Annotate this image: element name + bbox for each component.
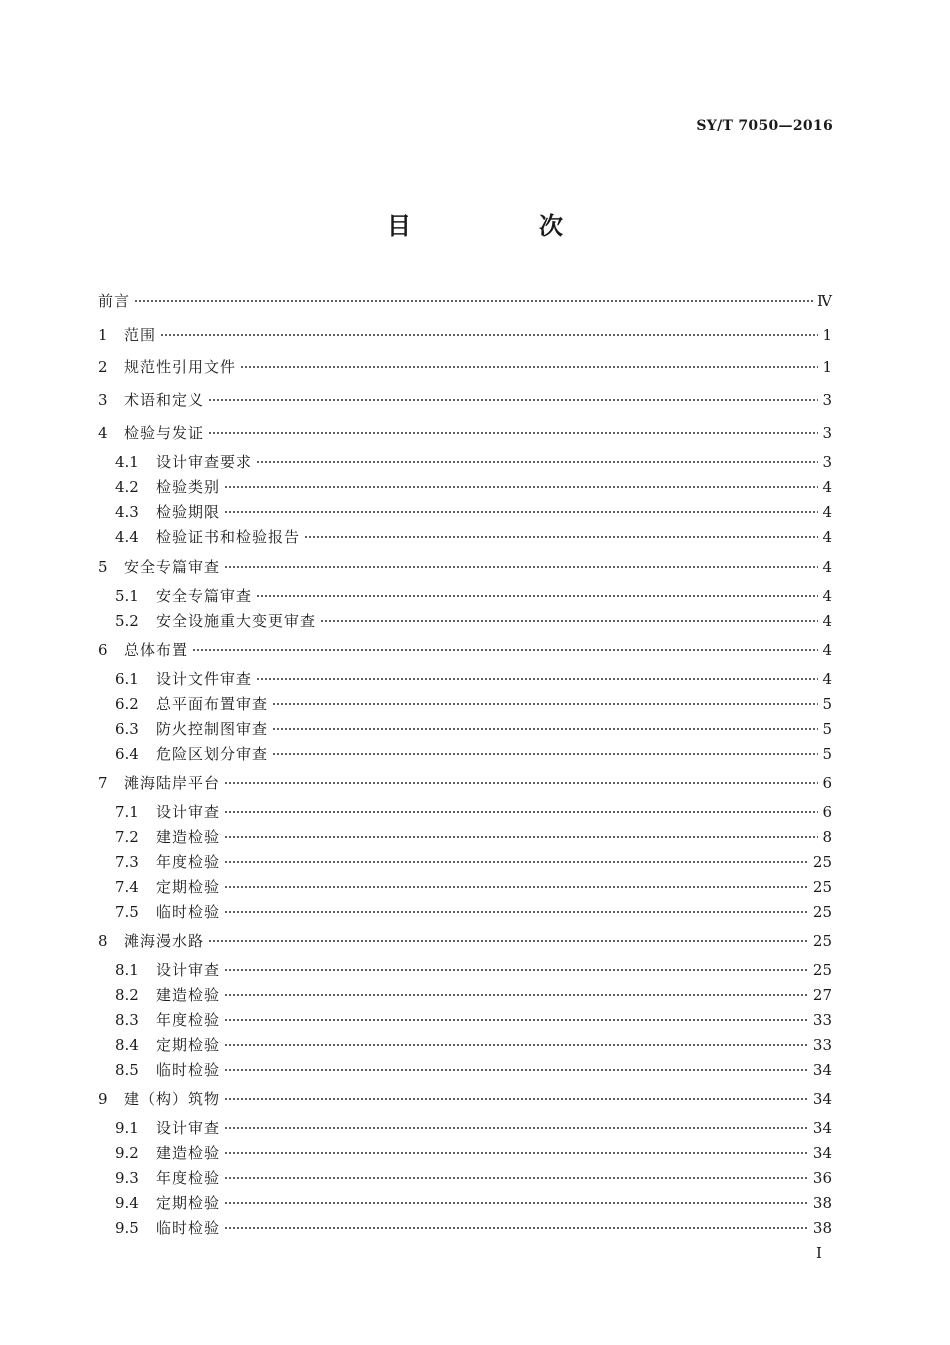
dot-leader (224, 1019, 809, 1021)
toc-entry-label: 设计审查 (156, 803, 221, 821)
toc-entry-number: 6.4 (115, 745, 139, 763)
toc-entry-number: 6.2 (115, 695, 139, 713)
toc-entry-page: 6 (822, 803, 832, 821)
dot-leader (224, 782, 818, 784)
toc-entry-label: 临时检验 (156, 1219, 221, 1237)
dot-leader (272, 753, 818, 755)
toc-entry[interactable] (98, 1034, 832, 1056)
toc-entry[interactable] (98, 501, 832, 523)
toc-entry-number: 4 (98, 424, 108, 442)
toc-entry-label: 滩海陆岸平台 (124, 774, 221, 792)
toc-entry-number: 9.3 (115, 1169, 139, 1187)
toc-entry-number: 7.4 (115, 878, 139, 896)
toc-entry-number: 8.1 (115, 961, 139, 979)
toc-entry-number: 6 (98, 641, 108, 659)
toc-entry-number: 6.3 (115, 720, 139, 738)
dot-leader (224, 1069, 809, 1071)
dot-leader (256, 678, 818, 680)
dot-leader (224, 969, 809, 971)
toc-entry-number: 8 (98, 932, 108, 950)
toc-entry[interactable] (98, 1142, 832, 1164)
toc-entry[interactable] (98, 1059, 832, 1081)
toc-entry-number: 9.5 (115, 1219, 139, 1237)
dot-leader (208, 940, 809, 942)
dot-leader (272, 728, 818, 730)
toc-entry[interactable] (98, 324, 832, 346)
toc-entry-page: 1 (822, 358, 832, 376)
toc-entry-page: 3 (822, 453, 832, 471)
toc-entry-page: 33 (812, 1036, 832, 1054)
dot-leader (272, 703, 818, 705)
toc-entry[interactable] (98, 356, 832, 378)
toc-entry-label: 总体布置 (124, 641, 189, 659)
dot-leader (320, 620, 818, 622)
dot-leader (224, 911, 809, 913)
toc-entry-page: 4 (822, 612, 832, 630)
toc-entry-label: 年度检验 (156, 1169, 221, 1187)
toc-entry[interactable] (98, 930, 832, 952)
toc-entry[interactable] (98, 743, 832, 765)
toc-entry-label: 建造检验 (156, 828, 221, 846)
toc-entry[interactable] (98, 1217, 832, 1239)
toc-entry-page: 5 (822, 695, 832, 713)
toc-entry-page: 25 (812, 932, 832, 950)
toc-entry[interactable] (98, 639, 832, 661)
toc-entry-number: 3 (98, 391, 108, 409)
dot-leader (224, 511, 818, 513)
toc-entry-number: 7.1 (115, 803, 139, 821)
toc-entry[interactable] (98, 610, 832, 632)
page-number: I (816, 1244, 822, 1262)
dot-leader (240, 366, 818, 368)
toc-entry[interactable] (98, 290, 832, 312)
toc-entry-number: 4.1 (115, 453, 139, 471)
dot-leader (224, 486, 818, 488)
toc-entry-page: 4 (822, 503, 832, 521)
dot-leader (160, 334, 818, 336)
dot-leader (224, 566, 818, 568)
toc-entry[interactable] (98, 389, 832, 411)
dot-leader (224, 1152, 809, 1154)
toc-entry-page: 4 (822, 670, 832, 688)
toc-entry-number: 5.2 (115, 612, 139, 630)
toc-entry-label: 范围 (124, 326, 157, 344)
dot-leader (224, 836, 818, 838)
toc-entry-number: 2 (98, 358, 108, 376)
toc-entry-label: 安全设施重大变更审查 (156, 612, 317, 630)
toc-entry-label: 前言 (98, 292, 131, 310)
dot-leader (224, 886, 809, 888)
toc-entry-page: 25 (812, 903, 832, 921)
toc-entry-page: 34 (812, 1119, 832, 1137)
toc-entry-label: 检验与发证 (124, 424, 205, 442)
toc-entry-label: 防火控制图审查 (156, 720, 269, 738)
toc-entry-page: 34 (812, 1090, 832, 1108)
toc-entry-page: 33 (812, 1011, 832, 1029)
toc-entry-label: 术语和定义 (124, 391, 205, 409)
toc-entry-page: 3 (822, 391, 832, 409)
toc-entry-label: 检验证书和检验报告 (156, 528, 301, 546)
toc-entry-label: 设计审查要求 (156, 453, 253, 471)
toc-entry-label: 安全专篇审查 (124, 558, 221, 576)
toc-entry-label: 建造检验 (156, 1144, 221, 1162)
toc-entry[interactable] (98, 772, 832, 794)
toc-entry-page: 25 (812, 961, 832, 979)
toc-entry-page: 4 (822, 478, 832, 496)
dot-leader (134, 300, 813, 302)
toc-entry-page: 25 (812, 853, 832, 871)
dot-leader (208, 432, 818, 434)
dot-leader (224, 1202, 809, 1204)
toc-entry-number: 6.1 (115, 670, 139, 688)
toc-entry-number: 5 (98, 558, 108, 576)
toc-entry-page: 4 (822, 641, 832, 659)
toc-entry-label: 危险区划分审查 (156, 745, 269, 763)
toc-entry-page: 34 (812, 1061, 832, 1079)
toc-entry-number: 9.4 (115, 1194, 139, 1212)
toc-entry-page: 8 (822, 828, 832, 846)
toc-entry-label: 建（构）筑物 (124, 1090, 221, 1108)
toc-entry[interactable] (98, 693, 832, 715)
toc-entry-page: 38 (812, 1194, 832, 1212)
toc-entry-page: 1 (822, 326, 832, 344)
toc-entry[interactable] (98, 1088, 832, 1110)
toc-entry-label: 定期检验 (156, 878, 221, 896)
dot-leader (208, 399, 818, 401)
toc-entry[interactable] (98, 718, 832, 740)
toc-entry-label: 规范性引用文件 (124, 358, 237, 376)
toc-entry[interactable] (98, 556, 832, 578)
toc-entry[interactable] (98, 1117, 832, 1139)
toc-entry-number: 5.1 (115, 587, 139, 605)
standard-code: SY/T 7050—2016 (696, 118, 833, 134)
toc-entry[interactable] (98, 876, 832, 898)
dot-leader (224, 1127, 809, 1129)
toc-entry[interactable] (98, 826, 832, 848)
dot-leader (192, 649, 818, 651)
toc-entry-number: 8.5 (115, 1061, 139, 1079)
toc-entry[interactable] (98, 984, 832, 1006)
toc-entry-label: 设计审查 (156, 961, 221, 979)
toc-entry-label: 检验期限 (156, 503, 221, 521)
toc-entry-page: 38 (812, 1219, 832, 1237)
dot-leader (224, 861, 809, 863)
toc-entry-number: 9 (98, 1090, 108, 1108)
toc-entry[interactable] (98, 668, 832, 690)
toc-entry-page: 5 (822, 745, 832, 763)
dot-leader (256, 461, 818, 463)
toc-entry-number: 7.5 (115, 903, 139, 921)
toc-entry-number: 1 (98, 326, 108, 344)
dot-leader (224, 1044, 809, 1046)
toc-entry[interactable] (98, 526, 832, 548)
toc-entry-label: 建造检验 (156, 986, 221, 1004)
toc-entry-page: 27 (812, 986, 832, 1004)
toc-entry-page: 25 (812, 878, 832, 896)
toc-entry-page: 34 (812, 1144, 832, 1162)
toc-entry-page: 36 (812, 1169, 832, 1187)
dot-leader (256, 595, 818, 597)
toc-entry-number: 7.2 (115, 828, 139, 846)
dot-leader (224, 994, 809, 996)
toc-entry-label: 年度检验 (156, 1011, 221, 1029)
toc-entry-number: 9.1 (115, 1119, 139, 1137)
dot-leader (224, 1227, 809, 1229)
toc-entry[interactable] (98, 1009, 832, 1031)
toc-entry-label: 年度检验 (156, 853, 221, 871)
toc-entry-number: 9.2 (115, 1144, 139, 1162)
toc-entry-page: Ⅳ (817, 292, 832, 310)
toc-entry-label: 定期检验 (156, 1036, 221, 1054)
toc-entry-label: 设计审查 (156, 1119, 221, 1137)
toc-entry[interactable] (98, 801, 832, 823)
toc-entry[interactable] (98, 851, 832, 873)
toc-entry[interactable] (98, 901, 832, 923)
toc-entry-label: 临时检验 (156, 903, 221, 921)
toc-entry-number: 8.2 (115, 986, 139, 1004)
toc-entry-label: 总平面布置审查 (156, 695, 269, 713)
toc-entry-number: 8.4 (115, 1036, 139, 1054)
toc-entry[interactable] (98, 1192, 832, 1214)
toc-entry-label: 设计文件审查 (156, 670, 253, 688)
toc-entry-label: 安全专篇审查 (156, 587, 253, 605)
toc-entry-label: 定期检验 (156, 1194, 221, 1212)
toc-entry-page: 3 (822, 424, 832, 442)
toc-entry-number: 7.3 (115, 853, 139, 871)
toc-entry[interactable] (98, 422, 832, 444)
dot-leader (224, 811, 818, 813)
toc-entry-number: 4.4 (115, 528, 139, 546)
toc-entry-number: 4.2 (115, 478, 139, 496)
toc-entry-number: 7 (98, 774, 108, 792)
toc-entry[interactable] (98, 451, 832, 473)
dot-leader (304, 536, 818, 538)
toc-entry-label: 滩海漫水路 (124, 932, 205, 950)
toc-entry[interactable] (98, 585, 832, 607)
toc-entry-page: 5 (822, 720, 832, 738)
toc-entry-number: 4.3 (115, 503, 139, 521)
toc-entry-number: 8.3 (115, 1011, 139, 1029)
toc-entry-page: 4 (822, 528, 832, 546)
toc-entry-page: 6 (822, 774, 832, 792)
toc-entry[interactable] (98, 959, 832, 981)
toc-entry-label: 检验类别 (156, 478, 221, 496)
toc-entry-label: 临时检验 (156, 1061, 221, 1079)
toc-entry-page: 4 (822, 558, 832, 576)
page-title: 目 次 (387, 211, 615, 240)
toc-entry-page: 4 (822, 587, 832, 605)
toc-entry[interactable] (98, 476, 832, 498)
toc-entry[interactable] (98, 1167, 832, 1189)
dot-leader (224, 1177, 809, 1179)
dot-leader (224, 1098, 809, 1100)
